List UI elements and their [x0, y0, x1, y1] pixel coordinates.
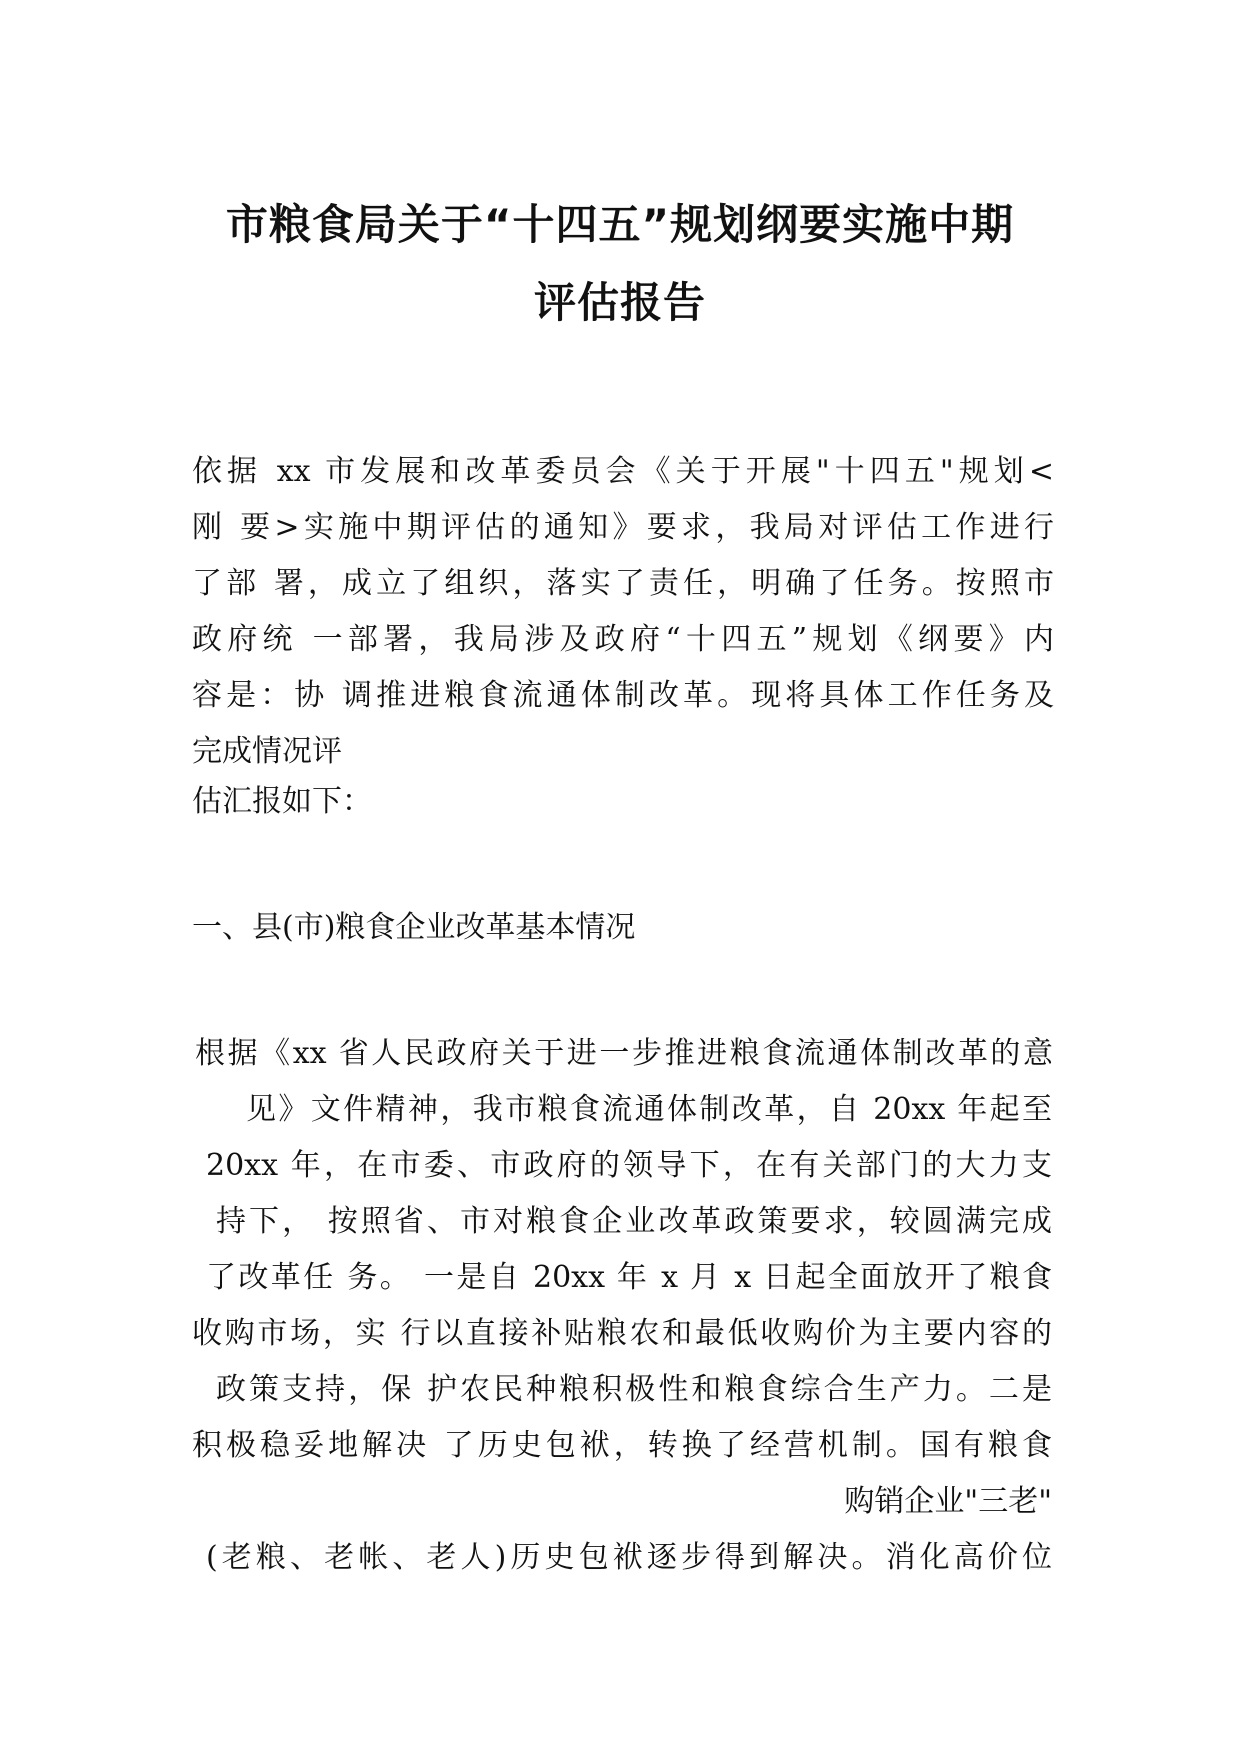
section-heading: 一、县(市)粮食企业改革基本情况 [192, 910, 636, 945]
intro-line: 估汇报如下： [192, 784, 372, 819]
body-line: 根据《xx 省人民政府关于进一步推进粮食流通体制改革的意 [195, 1036, 1053, 1071]
body-line: 了改革任 务。 一是自 20xx 年 x 月 x 日起全面放开了粮食 [206, 1260, 1052, 1295]
body-line: 积极稳妥地解决 了历史包袱，转换了经营机制。国有粮食 [192, 1428, 1052, 1463]
intro-line: 了部 署，成立了组织，落实了责任，明确了任务。按照市 [192, 566, 1054, 601]
document-title-line-2: 评估报告 [533, 278, 706, 327]
intro-line: 容是：协 调推进粮食流通体制改革。现将具体工作任务及 [192, 678, 1054, 713]
document-title-line-1: 市粮食局关于“十四五”规划纲要实施中期 [225, 200, 1015, 249]
intro-line: 刚 要>实施中期评估的通知》要求，我局对评估工作进行 [192, 510, 1054, 545]
body-line: (老粮、老帐、老人)历史包袱逐步得到解决。消化高价位 [206, 1540, 1052, 1575]
intro-line: 政府统 一部署，我局涉及政府“十四五”规划《纲要》内 [192, 622, 1054, 657]
intro-line: 完成情况评 [192, 734, 342, 769]
body-line: 见》文件精神，我市粮食流通体制改革，自 20xx 年起至 [246, 1092, 1052, 1127]
body-line: 购销企业"三老" [844, 1484, 1052, 1519]
body-line: 持下， 按照省、市对粮食企业改革政策要求，较圆满完成 [216, 1204, 1052, 1239]
body-line: 收购市场，实 行以直接补贴粮农和最低收购价为主要内容的 [192, 1316, 1052, 1351]
body-line: 20xx 年，在市委、市政府的领导下，在有关部门的大力支 [206, 1148, 1052, 1183]
intro-line: 依据 xx 市发展和改革委员会《关于开展"十四五"规划< [192, 454, 1054, 489]
body-line: 政策支持，保 护农民种粮积极性和粮食综合生产力。二是 [216, 1372, 1052, 1407]
